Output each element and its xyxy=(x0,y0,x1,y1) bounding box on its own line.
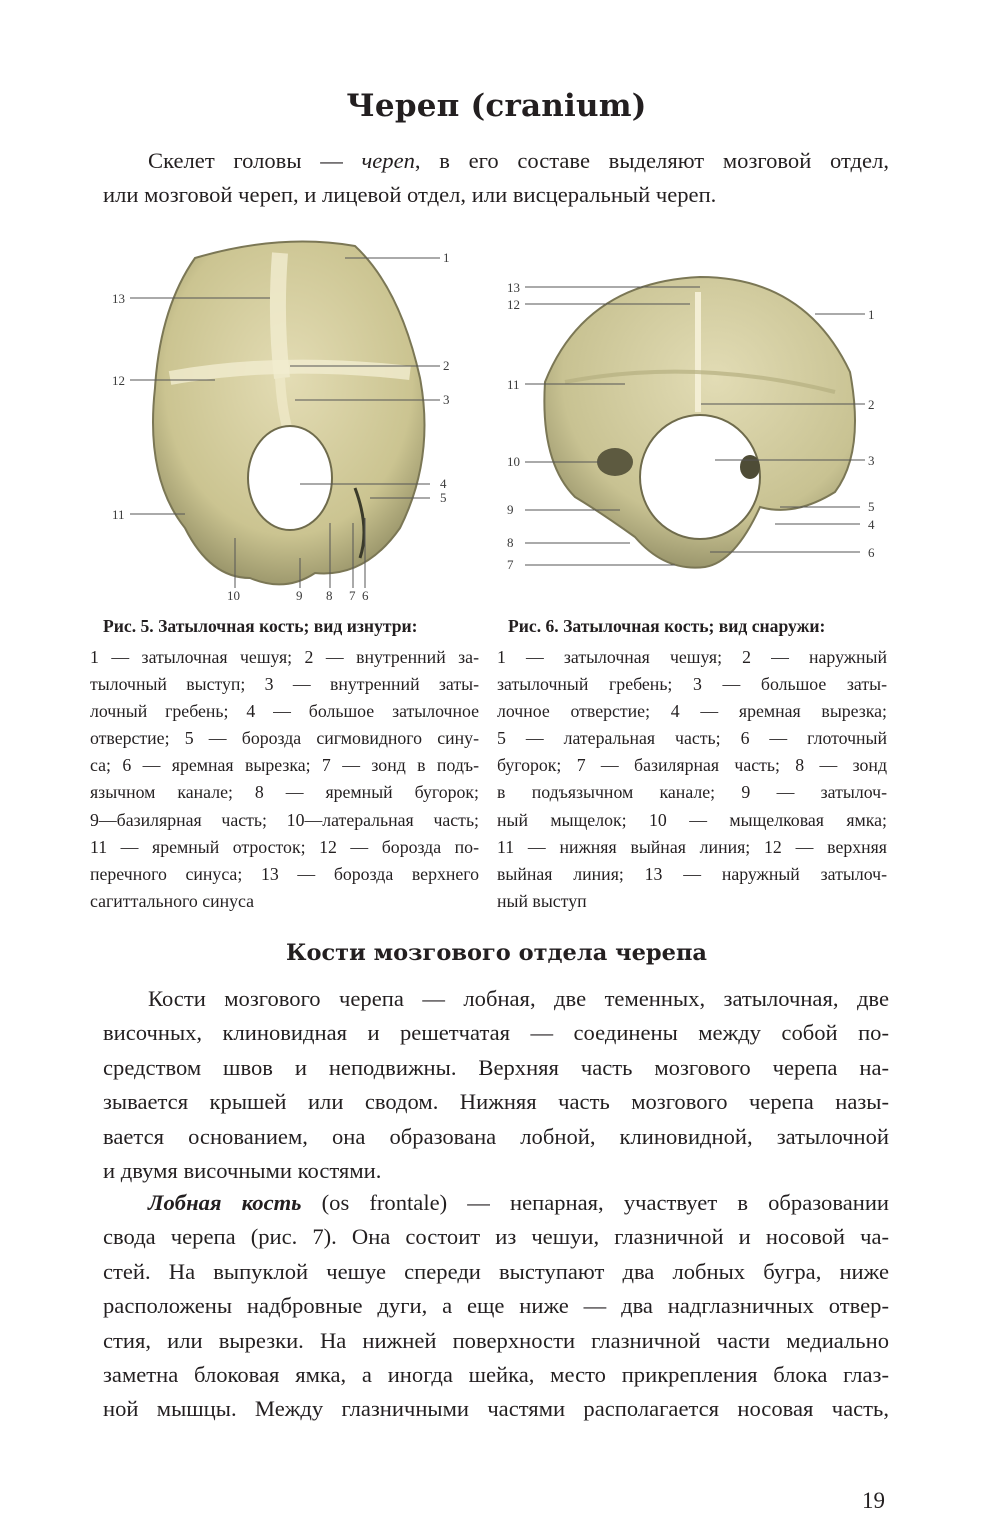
paragraph-line: стия, или вырезки. На нижней поверхности глазничной части медиально xyxy=(103,1327,889,1353)
fig6-label-13: 13 xyxy=(507,280,520,295)
caption-line: 1 — затылочная чешуя; 2 — внутренний за- xyxy=(90,647,479,667)
intro-paragraph xyxy=(103,144,889,213)
fig5-label-7: 7 xyxy=(349,588,356,603)
figure-5-caption-title: Рис. 5. Затылочная кость; вид изнутри: xyxy=(103,616,418,636)
paragraph-line: стей. На выпуклой чешуе спереди выступают два лобных бугра, ниже xyxy=(103,1258,889,1284)
paragraph-line: расположены надбровные дуги, а еще ниже — два надглазничных отвер- xyxy=(103,1293,889,1319)
occipital-inner-illustration xyxy=(100,228,470,608)
fig5-label-8: 8 xyxy=(326,588,333,603)
paragraph-line: заметна блоковая ямка, а иногда шейка, место прикрепления блока глаз- xyxy=(103,1362,889,1388)
fig6-label-3: 3 xyxy=(868,453,875,468)
caption-line: перечного синуса; 13 — борозда верхнего xyxy=(90,863,479,884)
caption-line: 11 — яремный отросток; 12 — борозда по- xyxy=(90,836,479,857)
section-heading: Кости мозгового отдела черепа xyxy=(285,940,708,966)
fig5-label-3: 3 xyxy=(443,392,450,407)
intro-line-1: Скелет головы — череп, в его составе выделяют мозговой отдел, xyxy=(148,148,889,173)
term-frontal-bone: Лобная кость xyxy=(148,1190,302,1215)
caption-line: сагиттального синуса xyxy=(90,890,255,911)
fig5-label-11: 11 xyxy=(112,507,125,522)
fig5-label-4: 4 xyxy=(440,476,447,491)
caption-line: 9—базилярная часть; 10—латеральная часть; xyxy=(90,809,479,830)
occipital-outer-illustration xyxy=(505,262,890,592)
paragraph-line: зывается крышей или сводом. Нижняя часть мозгового черепа назы- xyxy=(103,1089,889,1115)
fig6-label-9: 9 xyxy=(507,502,514,517)
caption-line: бугорок; 7 — базилярная часть; 8 — зонд xyxy=(497,755,887,776)
paragraph-2 xyxy=(103,1186,889,1427)
caption-line: лочное отверстие; 4 — яремная вырезка; xyxy=(497,701,887,722)
fig6-label-6: 6 xyxy=(868,545,875,560)
paragraph-line: височных, клиновидная и решетчатая — соединены между собой по- xyxy=(103,1020,889,1046)
fig6-label-2: 2 xyxy=(868,397,875,412)
fig6-label-1: 1 xyxy=(868,307,875,322)
fig5-label-12: 12 xyxy=(112,373,125,388)
fig6-label-4: 4 xyxy=(868,517,875,532)
fig6-label-7: 7 xyxy=(507,557,514,572)
figure-6-caption-title: Рис. 6. Затылочная кость; вид снаружи: xyxy=(508,616,826,636)
caption-line: 5 — латеральная часть; 6 — глоточный xyxy=(497,728,887,749)
caption-line: ный мыщелок; 10 — мыщелковая ямка; xyxy=(497,809,887,830)
fig5-label-9: 9 xyxy=(296,588,303,603)
fig6-label-5: 5 xyxy=(868,499,875,514)
paragraph-line: Лобная кость (os frontale) — непарная, участвует в образовании xyxy=(148,1190,890,1215)
caption-line: 11 — нижняя выйная линия; 12 — верхняя xyxy=(497,836,887,857)
caption-line: в подъязычном канале; 9 — затылоч- xyxy=(497,782,887,803)
fig5-label-10: 10 xyxy=(227,588,240,603)
paragraph-line: Кости мозгового черепа — лобная, две теменных, затылочная, две xyxy=(148,986,889,1011)
caption-line: затылочный гребень; 3 — большое заты- xyxy=(497,674,887,695)
paragraph-line: и двумя височными костями. xyxy=(103,1158,382,1184)
fig6-label-12: 12 xyxy=(507,297,520,312)
figure-6-caption xyxy=(497,644,887,915)
caption-line: лочный гребень; 4 — большое затылочное xyxy=(90,701,479,722)
caption-line: отверстие; 5 — борозда сигмовидного сину- xyxy=(90,728,479,749)
page-number: 19 xyxy=(862,1488,885,1513)
caption-line: са; 6 — яремная вырезка; 7 — зонд в подъ- xyxy=(90,755,479,776)
paragraph-line: средством швов и неподвижны. Верхняя часть мозгового черепа на- xyxy=(103,1054,889,1080)
figure-5-occipital-inner xyxy=(100,228,470,608)
fig5-label-6: 6 xyxy=(362,588,369,603)
fig5-label-1: 1 xyxy=(443,250,450,265)
paragraph-line: свода черепа (рис. 7). Она состоит из чешуи, глазничной и носовой ча- xyxy=(103,1224,889,1250)
fig6-label-8: 8 xyxy=(507,535,514,550)
intro-line-2: или мозговой череп, и лицевой отдел, или висцеральный череп. xyxy=(103,182,717,208)
figure-5-caption xyxy=(90,644,479,915)
fig5-label-5: 5 xyxy=(440,490,447,505)
paragraph-line: ной мышцы. Между глазничными частями располагается носовая часть, xyxy=(103,1396,889,1422)
caption-line: выйная линия; 13 — наружный затылоч- xyxy=(497,863,887,884)
caption-line: 1 — затылочная чешуя; 2 — наружный xyxy=(497,647,887,667)
paragraph-1 xyxy=(103,982,889,1188)
caption-line: ный выступ xyxy=(497,890,587,911)
figure-6-occipital-outer xyxy=(505,262,890,592)
fig6-label-11: 11 xyxy=(507,377,520,392)
intro-term: череп xyxy=(361,148,415,173)
fig6-label-10: 10 xyxy=(507,454,520,469)
paragraph-line: вается основанием, она образована лобной, клиновидной, затылочной xyxy=(103,1123,889,1149)
caption-line: тылочный выступ; 3 — внутренний заты- xyxy=(90,674,479,695)
caption-line: язычном канале; 8 — яремный бугорок; xyxy=(90,782,479,803)
fig5-label-2: 2 xyxy=(443,358,450,373)
fig5-label-13: 13 xyxy=(112,291,125,306)
page-title: Череп (cranium) xyxy=(346,88,647,124)
